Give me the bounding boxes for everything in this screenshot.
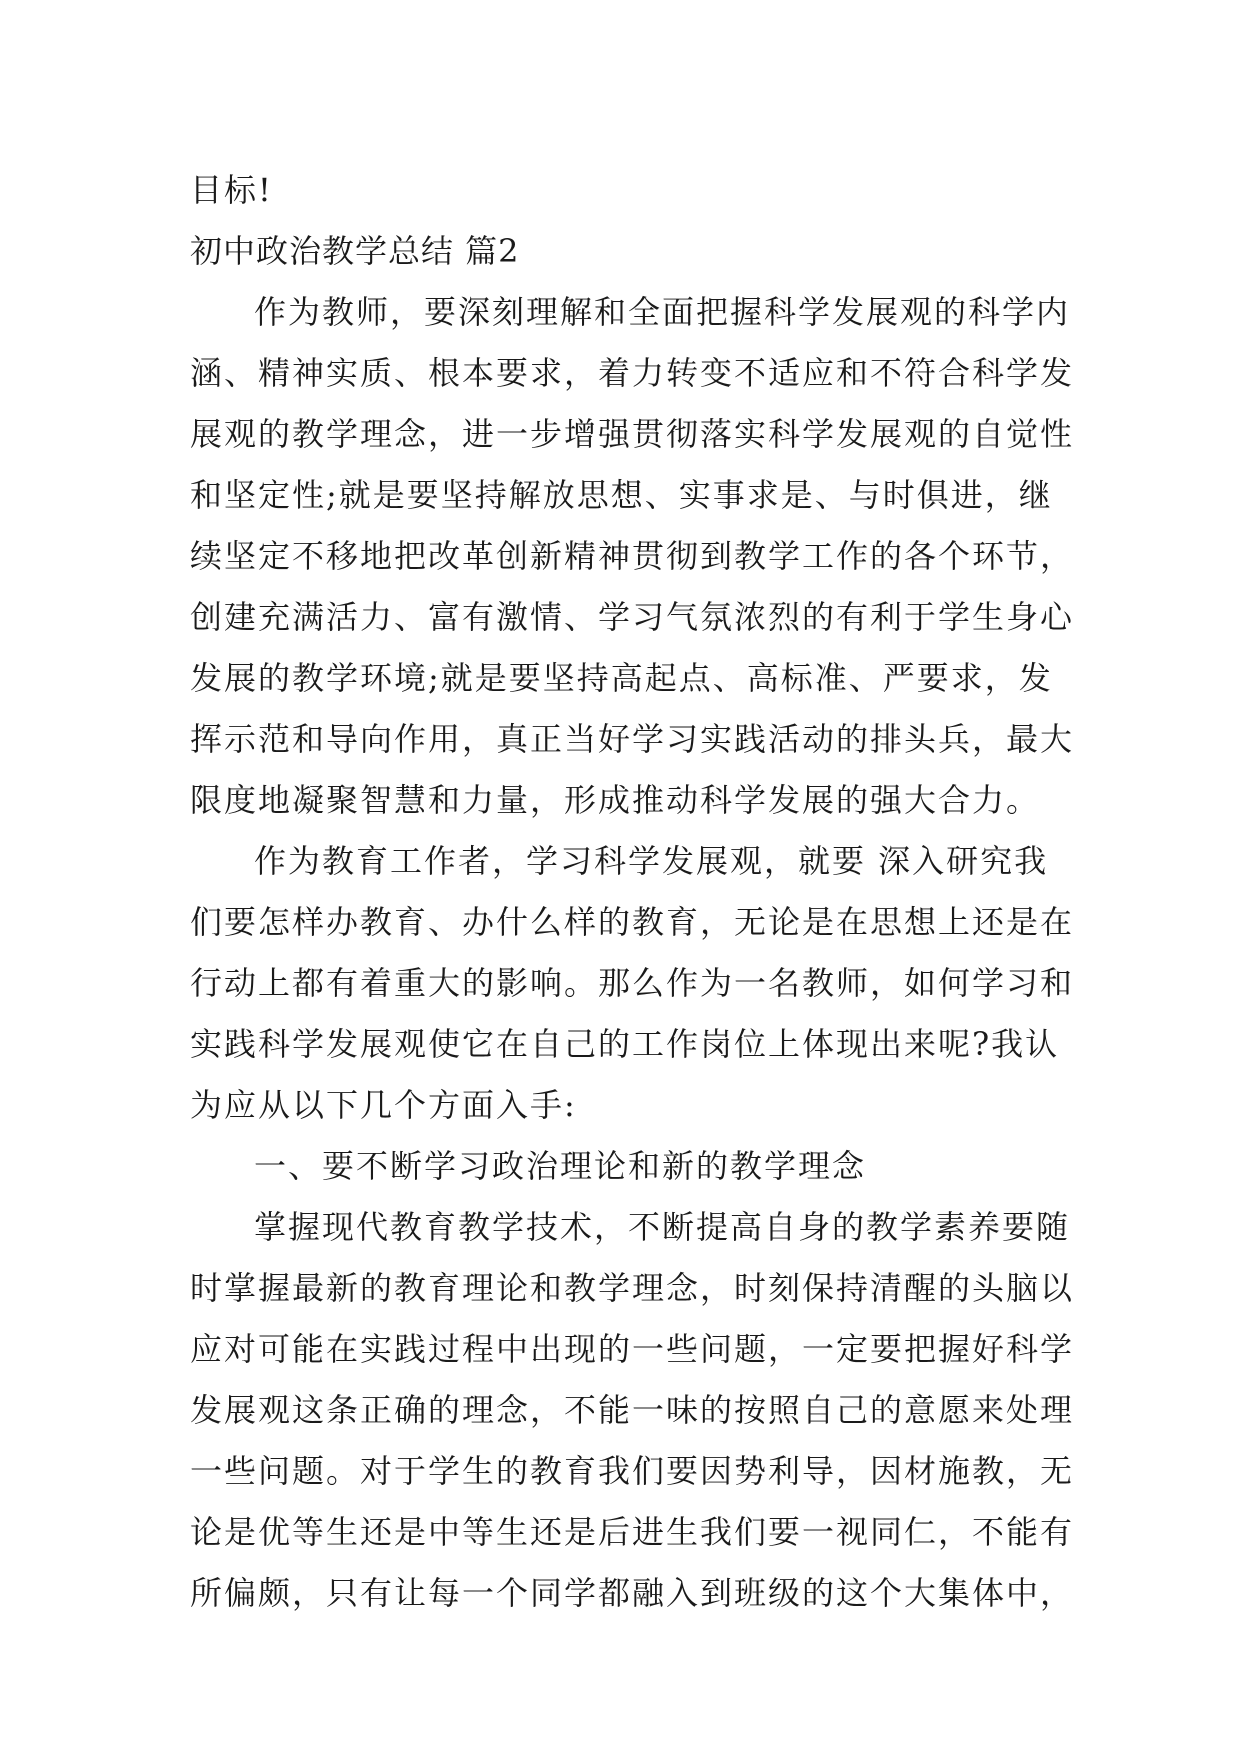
paragraph-first-line: 作为教育工作者，学习科学发展观，就要 深入研究我 [254,842,1049,880]
text-line: 时掌握最新的教育理论和教学理念，时刻保持清醒的头脑以 [190,1269,1075,1307]
text-line: 目标! [190,171,273,209]
text-line: 挥示范和导向作用，真正当好学习实践活动的排头兵，最大 [190,720,1075,758]
text-line: 和坚定性;就是要坚持解放思想、实事求是、与时俱进，继 [190,476,1053,514]
text-line: 限度地凝聚智慧和力量，形成推动科学发展的强大合力。 [190,781,1041,819]
text-line: 所偏颇，只有让每一个同学都融入到班级的这个大集体中， [190,1574,1075,1612]
text-line: 应对可能在实践过程中出现的一些问题，一定要把握好科学 [190,1330,1075,1368]
document-body [190,160,1075,1624]
section-heading: 初中政治教学总结 篇2 [190,232,520,270]
text-line: 行动上都有着重大的影响。那么作为一名教师，如何学习和 [190,964,1075,1002]
text-line: 实践科学发展观使它在自己的工作岗位上体现出来呢?我认 [190,1025,1060,1063]
subsection-heading: 一、要不断学习政治理论和新的教学理念 [254,1147,867,1185]
text-line: 创建充满活力、富有激情、学习气氛浓烈的有利于学生身心 [190,598,1075,636]
text-line: 一些问题。对于学生的教育我们要因势利导，因材施教，无 [190,1452,1075,1490]
paragraph-first-line: 作为教师，要深刻理解和全面把握科学发展观的科学内 [254,293,1071,331]
text-line: 发展观这条正确的理念，不能一味的按照自己的意愿来处理 [190,1391,1075,1429]
text-line: 续坚定不移地把改革创新精神贯彻到教学工作的各个环节， [190,537,1075,575]
paragraph-first-line: 掌握现代教育教学技术，不断提高自身的教学素养要随 [254,1208,1071,1246]
text-line: 们要怎样办教育、办什么样的教育，无论是在思想上还是在 [190,903,1075,941]
text-line: 论是优等生还是中等生还是后进生我们要一视同仁，不能有 [190,1513,1075,1551]
text-line: 展观的教学理念，进一步增强贯彻落实科学发展观的自觉性 [190,415,1075,453]
text-line: 为应从以下几个方面入手: [190,1086,577,1124]
text-line: 涵、精神实质、根本要求，着力转变不适应和不符合科学发 [190,354,1075,392]
text-line: 发展的教学环境;就是要坚持高起点、高标准、严要求，发 [190,659,1053,697]
